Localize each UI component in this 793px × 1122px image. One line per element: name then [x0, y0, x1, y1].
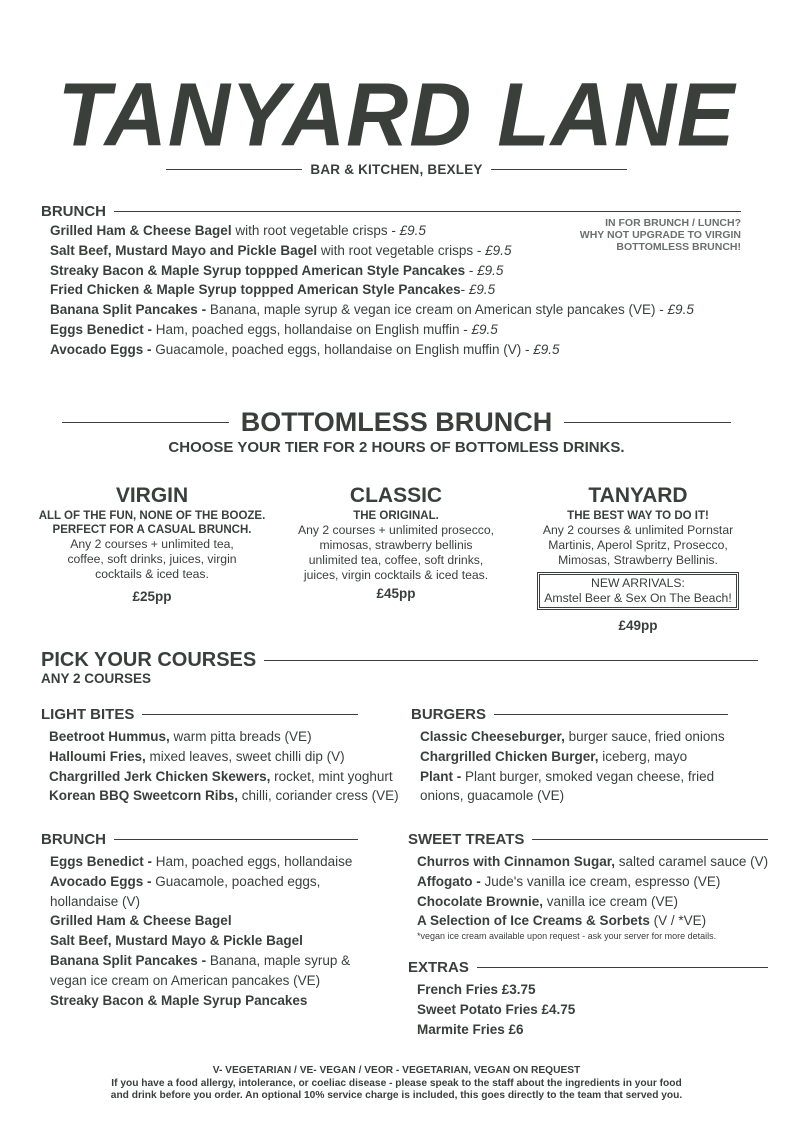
footer [0, 1065, 793, 1103]
divider [114, 211, 741, 212]
tier-name: TANYARD [588, 484, 688, 507]
item-desc: vegan ice cream on American pancakes (VE) [50, 972, 321, 988]
item-desc: Ham, poached eggs, hollandaise on English muffin - [155, 321, 472, 337]
item-desc: hollandaise (V) [50, 893, 141, 909]
divider [532, 839, 768, 840]
menu-item [49, 786, 399, 806]
item-desc: - [460, 282, 469, 298]
item-price: £9.5 [477, 262, 504, 278]
item-name: Grilled Ham & Cheese Bagel [50, 223, 232, 238]
item-desc: Jude's vanilla ice cream, espresso (VE) [484, 873, 721, 889]
new-arrivals-box [537, 572, 739, 610]
item-name: Korean BBQ Sweetcorn Ribs, [49, 788, 239, 804]
item-name: Fried Chicken & Maple Syrup toppped American Style Pancakes [50, 282, 461, 298]
menu-item [50, 852, 352, 872]
tier-description: Martinis, Aperol Spritz, Prosecco, [548, 538, 728, 552]
sweet-treats-heading-row [408, 831, 768, 848]
menu-item [417, 892, 768, 912]
tier-description: juices, virgin cocktails & iced teas. [303, 568, 489, 582]
burgers-heading: BURGERS [411, 706, 487, 723]
menu-item [50, 971, 352, 991]
menu-item [50, 221, 694, 241]
tier-description: mimosas, strawberry bellinis [319, 538, 473, 552]
tier-description: Any 2 courses + unlimited tea, [70, 537, 234, 551]
tier-price: £49pp [618, 618, 658, 633]
item-desc: Ham, poached eggs, hollandaise [155, 854, 353, 869]
divider [494, 714, 728, 715]
item-name: Banana Split Pancakes - [50, 302, 210, 318]
tier-virgin [32, 483, 272, 604]
brunch-courses-heading-row [41, 831, 358, 848]
menu-item: Marmite Fries £6 [417, 1021, 524, 1037]
item-desc: Guacamole, poached eggs, hollandaise on English muffin (V) - [155, 341, 534, 357]
menu-item [49, 747, 399, 767]
item-desc: Plant burger, smoked vegan cheese, fried [465, 768, 715, 784]
bottomless-subtitle: CHOOSE YOUR TIER FOR 2 HOURS OF BOTTOMLESS DRINKS. [168, 439, 625, 456]
brunch-heading: BRUNCH [41, 203, 106, 220]
item-name: Salt Beef, Mustard Mayo & Pickle Bagel [50, 933, 303, 949]
item-desc: vanilla ice cream (VE) [543, 893, 679, 909]
subtitle-row [0, 162, 793, 177]
menu-item [50, 320, 694, 340]
bottomless-title: BOTTOMLESS BRUNCH [240, 407, 553, 437]
allergy-notice: If you have a food allergy, intolerance, or coeliac disease - please speak to the staff about the ingredients in your food [111, 1077, 682, 1089]
item-name: Salt Beef, Mustard Mayo and Pickle Bagel [50, 242, 318, 258]
tier-tagline: THE BEST WAY TO DO IT! [567, 510, 709, 522]
brunch-courses-heading: BRUNCH [41, 831, 106, 848]
menu-item [420, 727, 725, 747]
promo-line: IN FOR BRUNCH / LUNCH? [605, 217, 741, 229]
item-name: Classic Cheeseburger, [420, 729, 565, 744]
menu-item [50, 241, 694, 261]
item-desc: warm pitta breads (VE) [169, 729, 312, 744]
bottomless-heading-row [62, 407, 731, 438]
item-name: Avocado Eggs - [50, 873, 156, 889]
brunch-list [50, 221, 694, 360]
extras-list [417, 980, 575, 1039]
courses-subheading: ANY 2 COURSES [41, 671, 152, 686]
tier-description: cocktails & iced teas. [95, 567, 209, 581]
item-desc: Guacamole, poached eggs, [155, 873, 321, 889]
item-desc: iceberg, mayo [598, 748, 688, 764]
divider [142, 714, 358, 715]
tier-tagline: THE ORIGINAL. [353, 510, 439, 522]
menu-item [49, 767, 399, 787]
tier-tanyard [518, 483, 758, 633]
menu-item [50, 280, 694, 300]
new-arrivals-label: NEW ARRIVALS: [591, 576, 685, 590]
dietary-key: V- VEGETARIAN / VE- VEGAN / VEOR - VEGETARIAN, VEGAN ON REQUEST [212, 1065, 581, 1076]
menu-item [417, 911, 768, 931]
sweet-treats-heading: SWEET TREATS [408, 831, 525, 848]
tier-description: Any 2 courses & unlimited Pornstar [542, 523, 734, 537]
item-price: £9.5 [399, 223, 426, 238]
menu-item [417, 852, 768, 872]
tier-description: Mimosas, Strawberry Bellinis. [558, 553, 718, 567]
tier-name: CLASSIC [349, 484, 443, 507]
tier-name: VIRGIN [115, 484, 189, 507]
promo-line: BOTTOMLESS BRUNCH! [616, 241, 741, 253]
menu-item [50, 911, 352, 931]
menu-item: Sweet Potato Fries £4.75 [417, 1001, 576, 1017]
item-name: Affogato - [417, 873, 485, 889]
item-desc: with root vegetable crisps - [231, 223, 400, 238]
light-bites-heading-row [41, 706, 358, 723]
menu-item [50, 300, 694, 320]
item-name: Streaky Bacon & Maple Syrup toppped American Style Pancakes [50, 262, 466, 278]
restaurant-subtitle: BAR & KITCHEN, BEXLEY [310, 162, 483, 177]
item-price: £9.5 [485, 242, 512, 258]
menu-item [50, 931, 352, 951]
item-desc: with root vegetable crisps - [317, 242, 486, 258]
tier-tagline: ALL OF THE FUN, NONE OF THE BOOZE. [38, 510, 266, 522]
item-desc: mixed leaves, sweet chilli dip (V) [145, 748, 345, 764]
courses-heading: PICK YOUR COURSES [41, 649, 257, 671]
tier-price: £45pp [376, 586, 416, 601]
item-name: Plant - [420, 768, 466, 784]
menu-item [49, 727, 399, 747]
item-name: Chocolate Brownie, [417, 893, 544, 909]
service-charge-notice: and drink before you order. An optional 10% service charge is included, this goes directly to the team that served you. [110, 1090, 683, 1101]
promo-line: WHY NOT UPGRADE TO VIRGIN [579, 229, 741, 241]
burgers-list [420, 727, 725, 806]
item-name: A Selection of Ice Creams & Sorbets [417, 913, 650, 929]
menu-item [420, 786, 725, 806]
menu-item [420, 767, 725, 787]
item-desc: - [465, 262, 478, 278]
tier-price: £25pp [132, 589, 172, 604]
item-name: Banana Split Pancakes - [50, 952, 210, 968]
divider [62, 422, 229, 423]
light-bites-list [49, 727, 399, 806]
item-name: Eggs Benedict - [50, 321, 156, 337]
tier-description: unlimited tea, coffee, soft drinks, [308, 553, 484, 567]
item-desc: (V / *VE) [649, 913, 707, 929]
item-price: £9.5 [533, 341, 560, 357]
divider [166, 169, 302, 170]
item-desc: salted caramel sauce (V) [615, 854, 769, 869]
menu-item [420, 747, 725, 767]
light-bites-heading: LIGHT BITES [41, 706, 135, 723]
item-name: Chargrilled Chicken Burger, [420, 748, 599, 764]
menu-item [50, 340, 694, 360]
vegan-note: *vegan ice cream available upon request - ask your server for more details. [417, 931, 717, 942]
divider [264, 660, 758, 661]
tier-tagline: PERFECT FOR A CASUAL BRUNCH. [52, 524, 252, 536]
restaurant-title: TANYARD LANE [57, 64, 736, 166]
divider [491, 169, 627, 170]
item-name: Avocado Eggs - [50, 341, 156, 357]
divider [477, 967, 768, 968]
brunch-courses-list [50, 852, 352, 1010]
item-name: Grilled Ham & Cheese Bagel [50, 913, 232, 929]
item-desc: onions, guacamole (VE) [420, 788, 565, 804]
item-desc: Banana, maple syrup & vegan ice cream on American style pancakes (VE) - [209, 302, 668, 318]
menu-item [50, 872, 352, 892]
item-desc: burger sauce, fried onions [564, 729, 725, 744]
item-name: Beetroot Hummus, [49, 729, 170, 744]
item-desc: Banana, maple syrup & [209, 952, 351, 968]
tier-description: coffee, soft drinks, juices, virgin [67, 552, 237, 566]
new-arrivals-items: Amstel Beer & Sex On The Beach! [544, 591, 732, 605]
item-name: Eggs Benedict - [50, 854, 156, 869]
divider [114, 839, 358, 840]
tier-classic [276, 483, 516, 601]
item-name: Chargrilled Jerk Chicken Skewers, [49, 768, 271, 784]
menu-item [50, 892, 352, 912]
item-price: £9.5 [667, 302, 694, 318]
item-desc: rocket, mint yoghurt [270, 768, 393, 784]
item-name: Halloumi Fries, [49, 748, 146, 764]
extras-heading-row [408, 959, 768, 976]
extras-heading: EXTRAS [408, 959, 469, 976]
item-price: £9.5 [468, 282, 496, 298]
menu-item [50, 991, 352, 1011]
menu-item [417, 872, 768, 892]
item-price: £9.5 [471, 321, 498, 337]
tier-description: Any 2 courses + unlimited prosecco, [297, 523, 495, 537]
item-name: Churros with Cinnamon Sugar, [417, 854, 616, 869]
menu-item [50, 261, 694, 281]
menu-item: French Fries £3.75 [417, 982, 536, 997]
burgers-heading-row [411, 706, 728, 723]
sweet-treats-list [417, 852, 768, 942]
courses-heading-row [41, 649, 758, 672]
divider [564, 422, 731, 423]
item-desc: chilli, coriander cress (VE) [238, 788, 399, 804]
menu-item [50, 951, 352, 971]
item-name: Streaky Bacon & Maple Syrup Pancakes [50, 992, 308, 1008]
